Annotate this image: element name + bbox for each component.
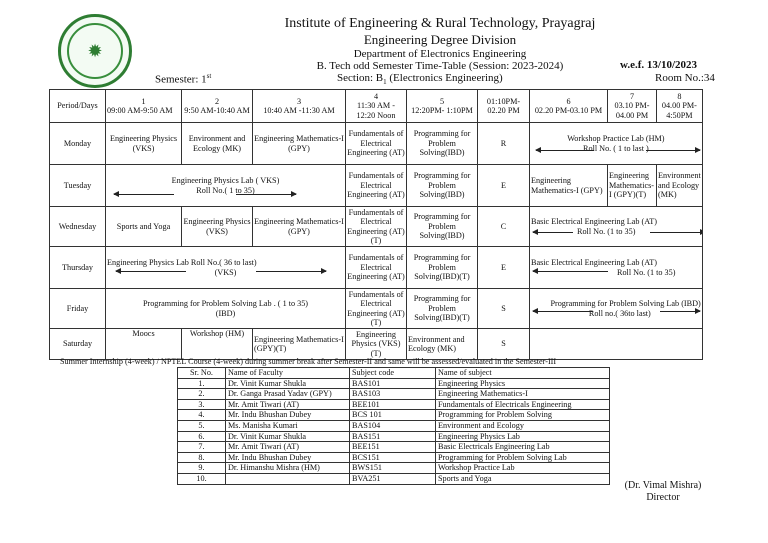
faculty-name-cell: Dr. Himanshu Mishra (HM)	[226, 463, 350, 474]
wef-date: w.e.f. 13/10/2023	[620, 59, 697, 71]
friday-p5: Programming for Problem Solving(IBD)(T)	[407, 289, 478, 329]
recess-s2: S	[478, 329, 530, 360]
header-subject-name: Name of subject	[436, 368, 610, 379]
subject-code-cell: BVA251	[350, 473, 436, 484]
day-friday: Friday	[50, 289, 106, 329]
monday-p5: Programming for Problem Solving(IBD)	[407, 123, 478, 165]
thursday-electrical-lab	[530, 247, 703, 289]
saturday-empty	[530, 329, 703, 360]
division-name: Engineering Degree Division	[363, 32, 517, 47]
period-header-8: 8 04.00 PM- 4:50PM	[657, 90, 703, 123]
wednesday-p3: Engineering Mathematics-I (GPY)	[253, 207, 346, 247]
tuesday-p5: Programming for Problem Solving(IBD)	[407, 165, 478, 207]
timetable	[49, 89, 703, 360]
tuesday-lab-roll: Roll No.( 1 to 35)	[196, 185, 255, 195]
recess-r: R	[478, 123, 530, 165]
faculty-name-cell: Dr. Ganga Prasad Yadav (GPY)	[226, 389, 350, 400]
left-arrow-icon	[533, 311, 593, 312]
tuesday-p7: Engineering Mathematics-I (GPY)(T)	[608, 165, 657, 207]
table-row	[178, 378, 610, 389]
thursday-lab-roll: (VKS)	[214, 267, 237, 277]
saturday-p2: Workshop (HM)	[182, 329, 253, 360]
subject-code-cell: BCS 101	[350, 410, 436, 421]
sr-no-cell: 1.	[178, 378, 226, 389]
friday-pps-lab	[106, 289, 346, 329]
header-sr-no: Sr. No.	[178, 368, 226, 379]
faculty-name-cell: Dr. Vinit Kumar Shukla	[226, 431, 350, 442]
faculty-table	[177, 367, 610, 485]
monday-p1: Engineering Physics (VKS)	[106, 123, 182, 165]
subject-name-cell: Engineering Physics Lab	[436, 431, 610, 442]
wednesday-electrical-lab	[530, 207, 703, 247]
subject-code-cell: BAS104	[350, 420, 436, 431]
friday-lab-roll: (IBD)	[215, 308, 236, 318]
header-faculty: Name of Faculty	[226, 368, 350, 379]
thursday-p4: Fundamentals of Electrical Engineering (AT)	[346, 247, 407, 289]
right-arrow-icon	[660, 311, 700, 312]
session-title: B. Tech odd Semester Time-Table (Session: 2023-2024)	[316, 60, 564, 72]
friday-lab2-roll: Roll no.( 36to last)	[588, 308, 651, 318]
monday-p4: Fundamentals of Electrical Engineering (AT)	[346, 123, 407, 165]
faculty-table-header	[178, 368, 610, 379]
subject-name-cell: Programming for Problem Solving	[436, 410, 610, 421]
subject-code-cell: BAS151	[350, 431, 436, 442]
sr-no-cell: 9.	[178, 463, 226, 474]
period-header-2: 2 9:50 AM-10:40 AM	[182, 90, 253, 123]
recess-e: E	[478, 165, 530, 207]
institute-name: Institute of Engineering & Rural Technology, Prayagraj	[284, 16, 596, 31]
director-name: (Dr. Vimal Mishra)	[624, 480, 702, 491]
left-arrow-icon	[116, 271, 186, 272]
table-row	[178, 399, 610, 410]
subject-name-cell: Engineering Mathematics-I	[436, 389, 610, 400]
subject-name-cell: Fundamentals of Electricals Engineering	[436, 399, 610, 410]
day-wednesday: Wednesday	[50, 207, 106, 247]
right-arrow-icon	[236, 194, 296, 195]
tuesday-lab-title: Engineering Physics Lab ( VKS)	[171, 176, 280, 185]
thursday-physics-lab	[106, 247, 346, 289]
saturday-p5: Environment and Ecology (MK)	[407, 329, 478, 360]
left-arrow-icon	[533, 232, 573, 233]
director-title: Director	[646, 492, 680, 503]
faculty-name-cell: Ms. Manisha Kumari	[226, 420, 350, 431]
tuesday-p8: Environment and Ecology (MK)	[657, 165, 703, 207]
period-header-5: 5 12:20PM- 1:10PM	[407, 90, 478, 123]
subject-name-cell: Environment and Ecology	[436, 420, 610, 431]
day-tuesday: Tuesday	[50, 165, 106, 207]
corner-header: Period/Days	[50, 90, 106, 123]
table-row	[178, 473, 610, 484]
faculty-name-cell	[226, 473, 350, 484]
wednesday-lab-roll: Roll No. (1 to 35)	[577, 226, 636, 236]
tuesday-p4: Fundamentals of Electrical Engineering (AT)	[346, 165, 407, 207]
faculty-name-cell: Dr. Vinit Kumar Shukla	[226, 378, 350, 389]
day-saturday: Saturday	[50, 329, 106, 360]
table-row	[178, 442, 610, 453]
wednesday-p5: Programming for Problem Solving(IBD)	[407, 207, 478, 247]
table-row	[178, 420, 610, 431]
summer-internship-note: Summer Internship (4-week) / NPTEL Course (4-week) during summer break after Semester-II and same will be assessed/evaluated in the Semester-III	[60, 357, 557, 366]
room-number: Room No.:34	[655, 72, 715, 84]
left-arrow-icon	[536, 150, 594, 151]
friday-lab-title: Programming for Problem Solving Lab . ( 1 to 35)	[142, 299, 309, 308]
left-arrow-icon	[533, 271, 608, 272]
section-label: Section: $B_1$ (Electronics Engineering)	[337, 72, 503, 87]
subject-code-cell: BCS151	[350, 452, 436, 463]
sr-no-cell: 5.	[178, 420, 226, 431]
friday-lab2-title: Programming for Problem Solving Lab (IBD)	[550, 299, 701, 308]
period-header-7: 7 03.10 PM- 04.00 PM	[608, 90, 657, 123]
monday-lab-roll: Roll No. ( 1 to last )	[583, 143, 649, 153]
faculty-name-cell: Mr. Indu Bhushan Dubey	[226, 452, 350, 463]
sr-no-cell: 7.	[178, 442, 226, 453]
sr-no-cell: 6.	[178, 431, 226, 442]
table-row	[178, 410, 610, 421]
saturday-p4: Engineering Physics (VKS)(T)	[346, 329, 407, 360]
recess-s: S	[478, 289, 530, 329]
table-row	[178, 431, 610, 442]
tuesday-physics-lab	[106, 165, 346, 207]
thursday-p5: Programming for Problem Solving(IBD)(T)	[407, 247, 478, 289]
tuesday-p6: Engineering Mathematics-I (GPY)	[530, 165, 608, 207]
subject-code-cell: BAS103	[350, 389, 436, 400]
table-row	[178, 389, 610, 400]
monday-p2: Environment and Ecology (MK)	[182, 123, 253, 165]
subject-code-cell: BEE101	[350, 399, 436, 410]
institute-seal-icon: ✹	[67, 23, 123, 79]
thursday-lab2-roll: Roll No. (1 to 35)	[617, 267, 676, 277]
subject-name-cell: Programming for Problem Solving Lab	[436, 452, 610, 463]
subject-name-cell: Engineering Physics	[436, 378, 610, 389]
period-header-recess: 01:10PM- 02.20 PM	[478, 90, 530, 123]
subject-name-cell: Sports and Yoga	[436, 473, 610, 484]
sr-no-cell: 3.	[178, 399, 226, 410]
subject-code-cell: BEE151	[350, 442, 436, 453]
faculty-name-cell: Mr. Amit Tiwari (AT)	[226, 399, 350, 410]
right-arrow-icon	[256, 271, 326, 272]
subject-name-cell: Workshop Practice Lab	[436, 463, 610, 474]
saturday-p3: Engineering Mathematics-I (GPY)(T)	[253, 329, 346, 360]
recess-c: C	[478, 207, 530, 247]
friday-pps-lab-2	[530, 289, 703, 329]
period-header-6: 6 02.20 PM-03.10 PM	[530, 90, 608, 123]
table-row	[178, 452, 610, 463]
right-arrow-icon	[650, 232, 702, 233]
wednesday-p1: Sports and Yoga	[106, 207, 182, 247]
wednesday-p2: Engineering Physics (VKS)	[182, 207, 253, 247]
wednesday-p4: Fundamentals of Electrical Engineering (AT)(T)	[347, 207, 405, 245]
subject-name-cell: Basic Electricals Engineering Lab	[436, 442, 610, 453]
sr-no-cell: 2.	[178, 389, 226, 400]
semester-label: Semester: 1st	[155, 72, 212, 86]
sr-no-cell: 8.	[178, 452, 226, 463]
period-header-4: 4 11:30 AM - 12:20 Noon	[346, 90, 407, 123]
sr-no-cell: 4.	[178, 410, 226, 421]
period-header-1: 1 09:00 AM-9:50 AM	[106, 90, 182, 123]
subject-code-cell: BAS101	[350, 378, 436, 389]
department-name: Department of Electronics Engineering	[353, 48, 527, 60]
monday-workshop-lab	[530, 123, 703, 165]
faculty-name-cell: Mr. Amit Tiwari (AT)	[226, 442, 350, 453]
faculty-name-cell: Mr. Indu Bhushan Dubey	[226, 410, 350, 421]
sr-no-cell: 10.	[178, 473, 226, 484]
period-header-3: 3 10:40 AM -11:30 AM	[253, 90, 346, 123]
monday-lab-title: Workshop Practice Lab (HM)	[567, 134, 665, 143]
recess-e2: E	[478, 247, 530, 289]
left-arrow-icon	[114, 194, 174, 195]
right-arrow-icon	[646, 150, 700, 151]
thursday-lab-title: Engineering Physics Lab Roll No.( 36 to last)	[107, 258, 257, 267]
institute-logo	[58, 14, 132, 88]
friday-p4: Fundamentals of Electrical Engineering (AT)(T)	[347, 289, 405, 327]
wednesday-lab-title: Basic Electrical Engineering Lab (AT)	[531, 217, 657, 226]
header-subject-code: Subject code	[350, 368, 436, 379]
thursday-lab2-title: Basic Electrical Engineering Lab (AT)	[531, 258, 657, 267]
subject-code-cell: BWS151	[350, 463, 436, 474]
saturday-p1: Moocs	[106, 329, 182, 360]
table-row	[178, 463, 610, 474]
day-thursday: Thursday	[50, 247, 106, 289]
monday-p3: Engineering Mathematics-I (GPY)	[253, 123, 346, 165]
day-monday: Monday	[50, 123, 106, 165]
